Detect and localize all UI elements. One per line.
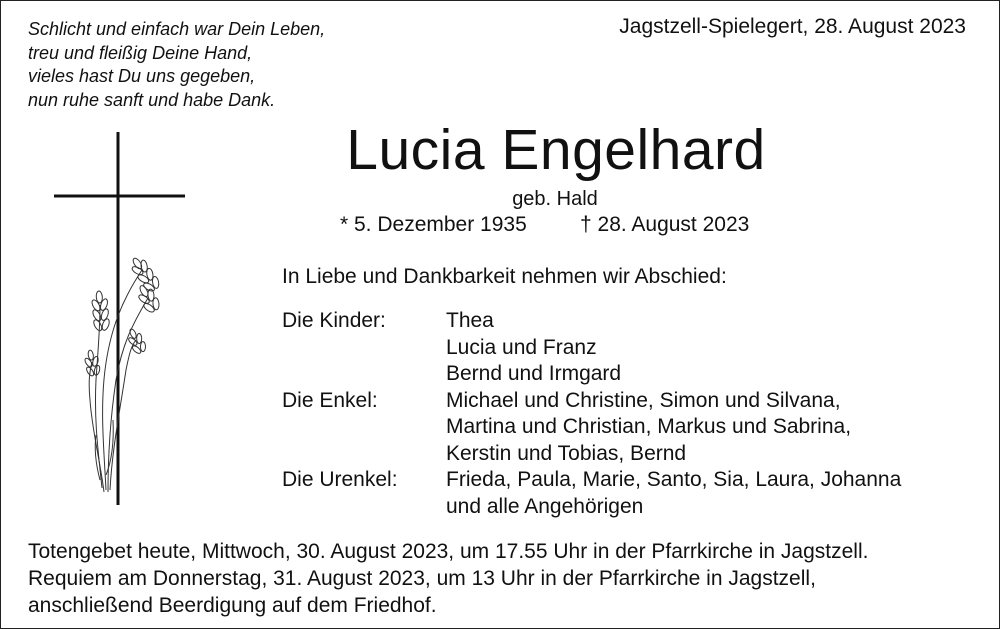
family-group-children [282,308,901,388]
service-line: Requiem am Donnerstag, 31. August 2023, um 13 Uhr in der Pfarrkirche in Jagstzell, [28,567,816,590]
cross-with-wheat-icon [50,130,190,510]
poem-line: treu und fleißig Deine Hand, [28,42,253,63]
poem-line: vieles hast Du uns gegeben, [28,66,256,86]
family-group-great-grandchildren [282,467,901,494]
family-member: Kerstin und Tobias, Bernd [446,441,687,465]
family-group-label: Die Urenkel: [282,468,398,491]
family-member: Bernd und Irmgard [446,362,622,385]
poem-line: Schlicht und einfach war Dein Leben, [28,19,326,39]
deceased-name: Lucia Engelhard [346,118,766,182]
family-group-names [446,388,851,468]
family-member: Frieda, Paula, Marie, Santo, Sia, Laura, Johanna [446,468,902,491]
family-group-label: Die Enkel: [282,388,378,412]
family-member: Thea [446,309,494,332]
family-member: Michael und Christine, Simon und Silvana, [446,388,841,412]
place-date: Jagstzell-Spielegert, 28. August 2023 [619,15,966,38]
farewell-intro: In Liebe und Dankbarkeit nehmen wir Abschied: [282,265,727,288]
birth-date: * 5. Dezember 1935 [340,213,527,236]
service-line: Totengebet heute, Mittwoch, 30. August 2023, um 17.55 Uhr in der Pfarrkirche in Jagstzell. [28,540,869,563]
family-group-grandchildren [282,388,901,468]
poem-line: nun ruhe sanft und habe Dank. [28,89,276,110]
family-group-label: Die Kinder: [282,309,386,332]
maiden-name: geb. Hald [512,188,598,210]
family-member: Martina und Christian, Markus und Sabrina, [446,415,852,438]
family-member: Lucia und Franz [446,335,597,359]
family-group-names [446,308,621,388]
family-list [282,308,901,520]
family-closing: und alle Angehörigen [446,494,644,518]
death-date: † 28. August 2023 [580,213,750,236]
life-dates [340,213,750,237]
family-group-names [446,467,901,494]
poem [28,18,325,112]
service-details [28,538,868,619]
service-line: anschließend Beerdigung auf dem Friedhof. [28,594,437,617]
